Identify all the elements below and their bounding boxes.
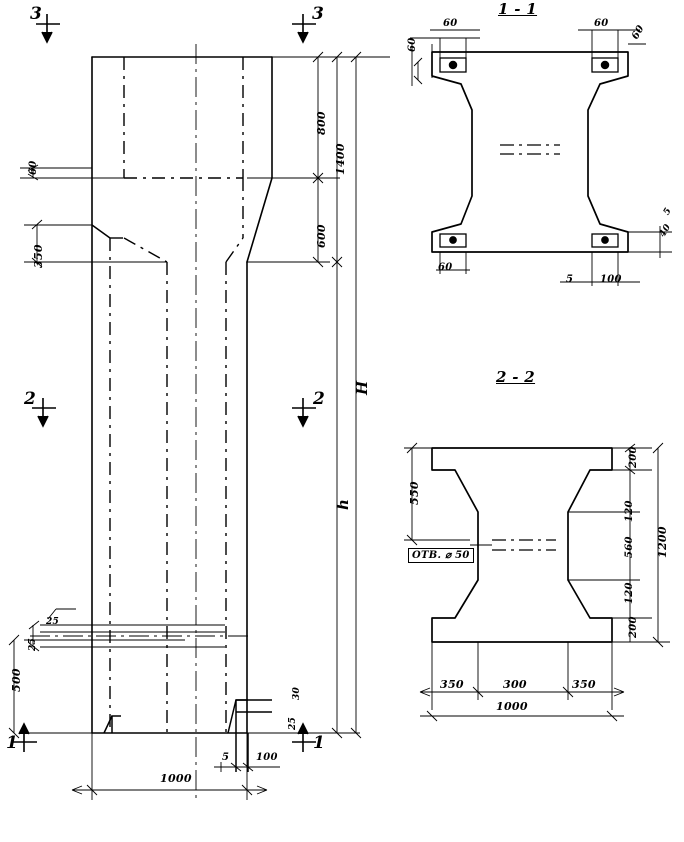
dim22-350-right: 350 bbox=[572, 678, 596, 691]
dim11-40: 40 bbox=[658, 222, 674, 239]
dim22-120-bot: 120 bbox=[624, 582, 635, 604]
section-1-1-outline bbox=[432, 52, 628, 252]
dim-H: H bbox=[353, 380, 371, 395]
dim-25-b: 25 bbox=[46, 617, 60, 627]
dim11-5r: 5 bbox=[662, 206, 674, 217]
dim22-120-top: 120 bbox=[624, 500, 635, 522]
dim-h: h bbox=[334, 498, 352, 510]
dim11-60-b: 60 bbox=[594, 18, 609, 29]
mark-2-left: 2 bbox=[24, 389, 37, 409]
dim22-200-top: 200 bbox=[628, 446, 639, 468]
dim22-300: 300 bbox=[503, 678, 527, 691]
section-2-2-centerline bbox=[492, 540, 556, 550]
dim11-60-bottom: 60 bbox=[438, 262, 453, 273]
section-1-1-centerline bbox=[500, 145, 560, 154]
dim-5-bottom: 5 bbox=[222, 752, 230, 763]
dim22-560: 560 bbox=[624, 536, 635, 558]
dim-1000-bottom: 1000 bbox=[160, 772, 192, 785]
section-1-1-title: 1 - 1 bbox=[498, 0, 538, 18]
mark-1-right: 1 bbox=[313, 733, 326, 753]
dim22-350-left: 350 bbox=[440, 678, 464, 691]
dim22-200-bot: 200 bbox=[628, 616, 639, 638]
section-mark-arrows bbox=[13, 14, 316, 752]
dim11-100: 100 bbox=[600, 274, 622, 285]
dim-25-bottom: 25 bbox=[288, 716, 298, 730]
dim11-60-c: 60 bbox=[407, 37, 418, 52]
mark-3-right: 3 bbox=[312, 4, 325, 24]
dim11-60-d: 60 bbox=[630, 23, 647, 42]
section-1-1-plates bbox=[440, 58, 618, 247]
dim-350-left: 350 bbox=[32, 244, 45, 268]
elevation-bottom-dims bbox=[72, 733, 280, 800]
section-2-2-outline bbox=[432, 448, 612, 642]
dim22-1200: 1200 bbox=[656, 526, 669, 558]
dim-1400: 1400 bbox=[334, 143, 347, 175]
mark-3-left: 3 bbox=[30, 4, 43, 24]
hole-note: ОТВ. ⌀ 50 bbox=[408, 548, 474, 563]
mark-2-right: 2 bbox=[313, 389, 326, 409]
elevation-taper-left bbox=[92, 225, 110, 238]
section-2-2-title: 2 - 2 bbox=[496, 368, 536, 386]
dim11-60-a: 60 bbox=[443, 18, 458, 29]
dim22-1000: 1000 bbox=[496, 700, 528, 713]
dim-60-left: 60 bbox=[28, 160, 39, 175]
dim22-550: 550 bbox=[408, 481, 421, 505]
mark-1-left: 1 bbox=[6, 733, 19, 753]
dim-800: 800 bbox=[315, 111, 328, 135]
dim-600: 600 bbox=[315, 224, 328, 248]
dim-25-a: 25 bbox=[28, 637, 38, 651]
dim11-5: 5 bbox=[566, 274, 574, 285]
dim-100-bottom: 100 bbox=[256, 752, 278, 763]
dim-500-left: 500 bbox=[10, 668, 23, 692]
dim-30: 30 bbox=[292, 686, 302, 700]
elevation-centerline bbox=[30, 44, 250, 800]
